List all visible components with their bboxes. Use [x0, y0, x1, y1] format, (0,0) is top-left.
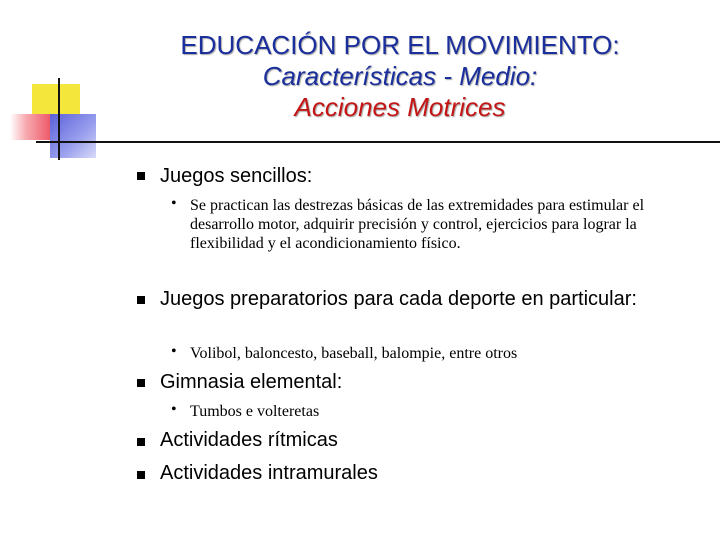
sub-bullet-item: Volibol, baloncesto, baseball, balompie, entre otros — [190, 345, 518, 362]
dot-bullet-icon: • — [171, 401, 177, 418]
square-bullet-icon — [137, 379, 145, 387]
logo-vertical-line — [58, 78, 60, 160]
sub-bullet-item: Tumbos e volteretas — [190, 403, 320, 420]
square-bullet-icon — [137, 172, 145, 180]
bullet-item: Actividades intramurales — [160, 462, 378, 484]
square-bullet-icon — [137, 471, 145, 479]
sub-bullet-item: Se practican las destrezas básicas de las extremidades para estimular el desarrollo motor, adquirir precisión y control, ejercicios para lograr la flexibilidad y el acondicionamiento físico. — [190, 197, 645, 252]
square-bullet-icon — [137, 438, 145, 446]
bullet-item: Gimnasia elemental: — [160, 371, 343, 393]
dot-bullet-icon: • — [171, 343, 177, 360]
bullet-item: Juegos preparatorios para cada deporte en particular: — [160, 288, 637, 310]
slide-title — [140, 30, 660, 123]
logo-red-square — [10, 114, 50, 140]
square-bullet-icon — [137, 296, 145, 304]
dot-bullet-icon: • — [171, 195, 177, 212]
logo-blue-square — [50, 114, 96, 158]
bullet-item: Juegos sencillos: — [160, 165, 313, 187]
title-divider — [36, 141, 720, 143]
title-line-2: Características - Medio: — [262, 61, 538, 91]
bullet-item: Actividades rítmicas — [160, 429, 338, 451]
title-line-1: EDUCACIÓN POR EL MOVIMIENTO: — [180, 30, 620, 60]
title-line-3: Acciones Motrices — [294, 92, 506, 122]
